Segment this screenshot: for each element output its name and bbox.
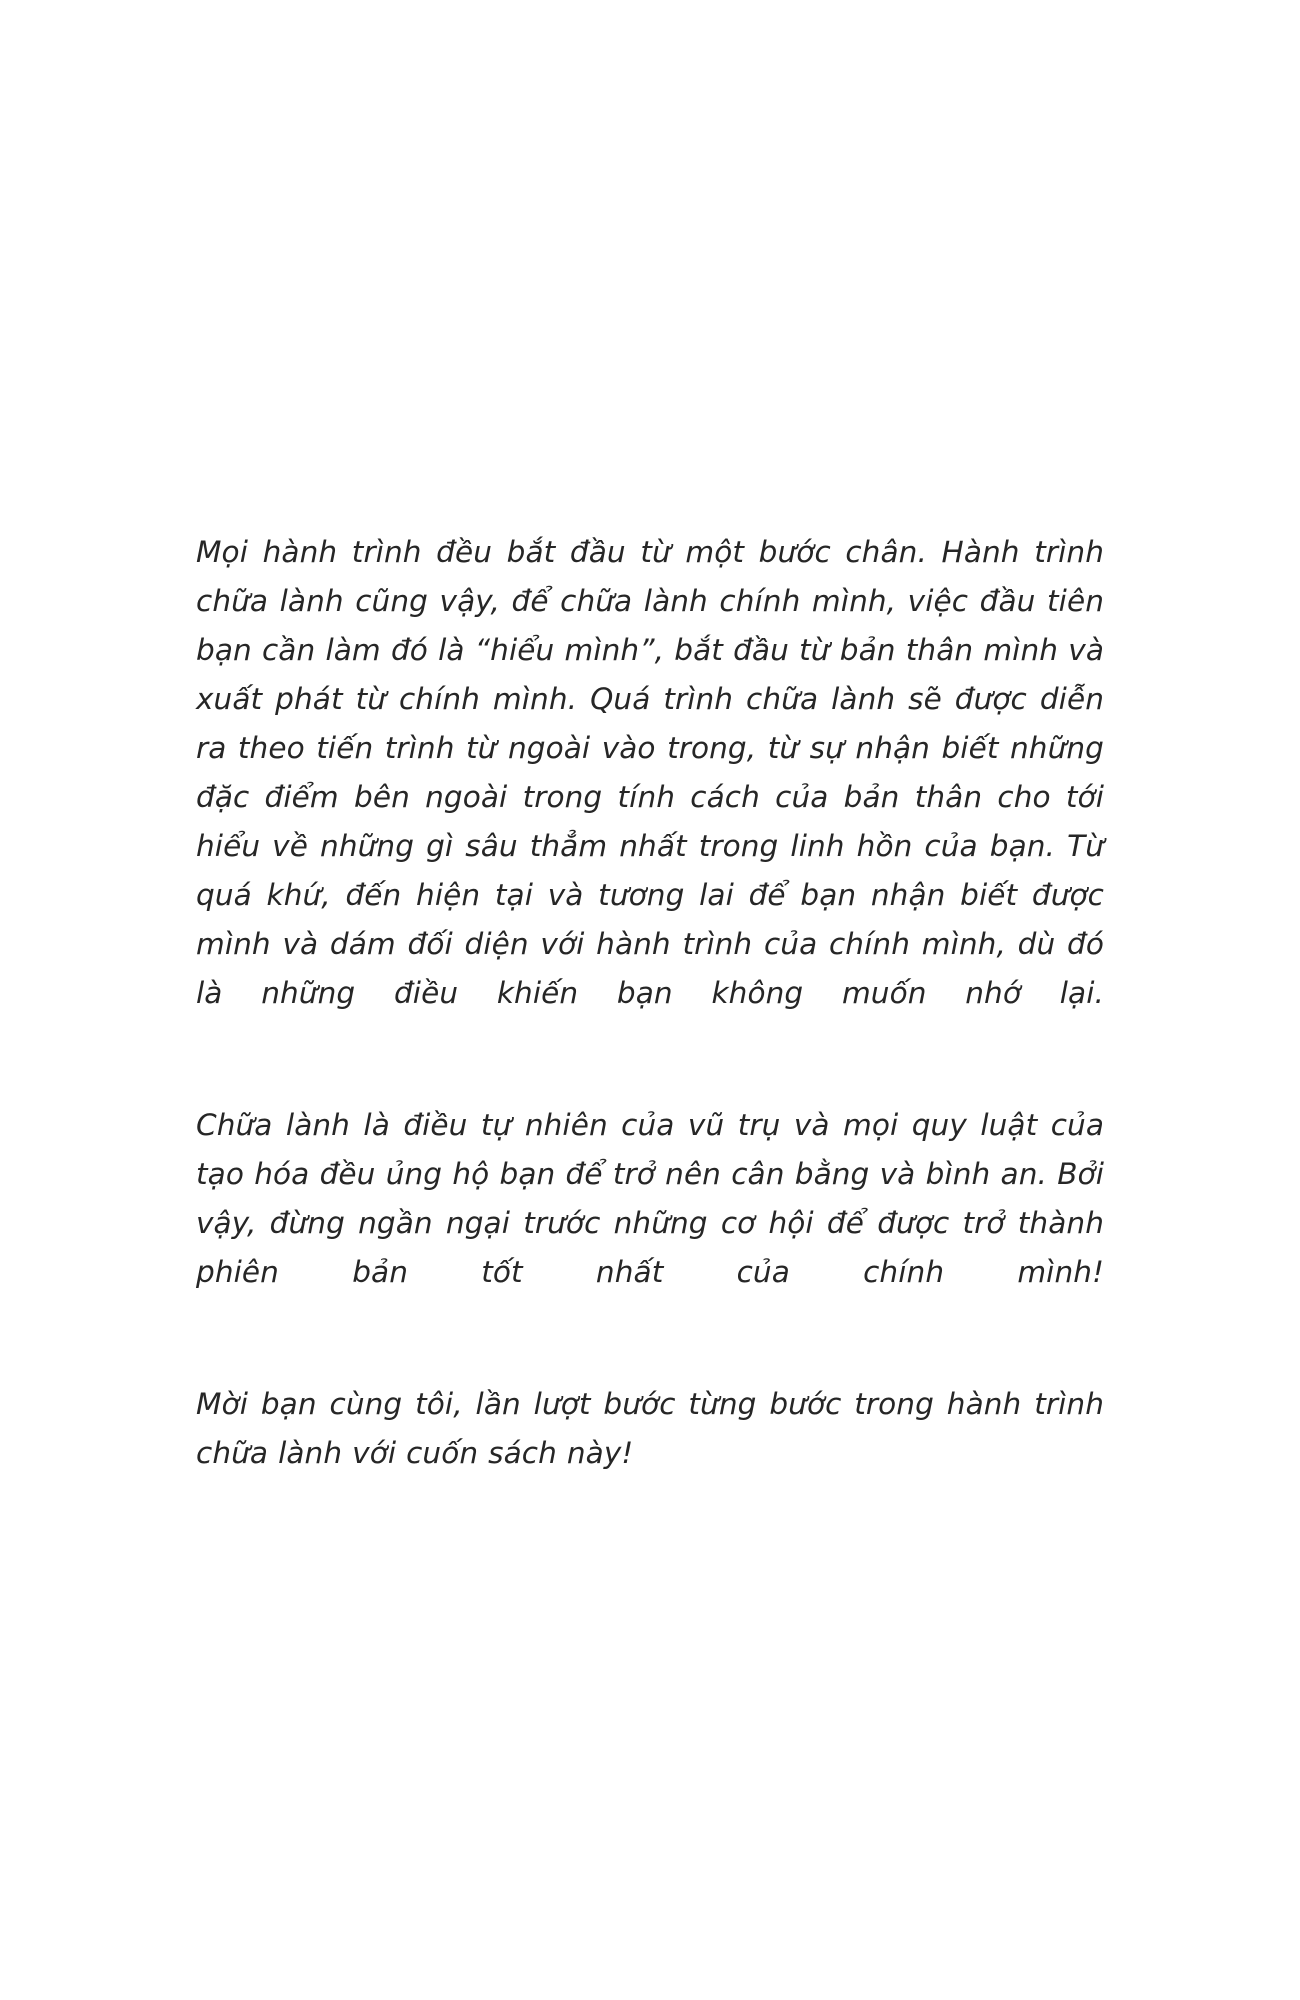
body-text-block [196,528,1104,1478]
paragraph-1: Mọi hành trình đều bắt đầu từ một bước chân. Hành trình chữa lành cũng vậy, để chữa lành chính mình, việc đầu tiên bạn cần làm đó là “hiểu mình”, bắt đầu từ bản thân mình và xuất phát từ chính mình. Quá trình chữa lành sẽ được diễn ra theo tiến trình từ ngoài vào trong, từ sự nhận biết những đặc điểm bên ngoài trong tính cách của bản thân cho tới hiểu về những gì sâu thẳm nhất trong linh hồn của bạn. Từ quá khứ, đến hiện tại và tương lai để bạn nhận biết được mình và dám đối diện với hành trình của chính mình, dù đó là những điều khiến bạn không muốn nhớ lại. [196,535,1104,1010]
paragraph-2: Chữa lành là điều tự nhiên của vũ trụ và mọi quy luật của tạo hóa đều ủng hộ bạn để trở nên cân bằng và bình an. Bởi vậy, đừng ngần ngại trước những cơ hội để được trở thành phiên bản tốt nhất của chính mình! [196,1108,1104,1289]
paragraph-3: Mời bạn cùng tôi, lần lượt bước từng bước trong hành trình chữa lành với cuốn sách này! [196,1387,1104,1470]
